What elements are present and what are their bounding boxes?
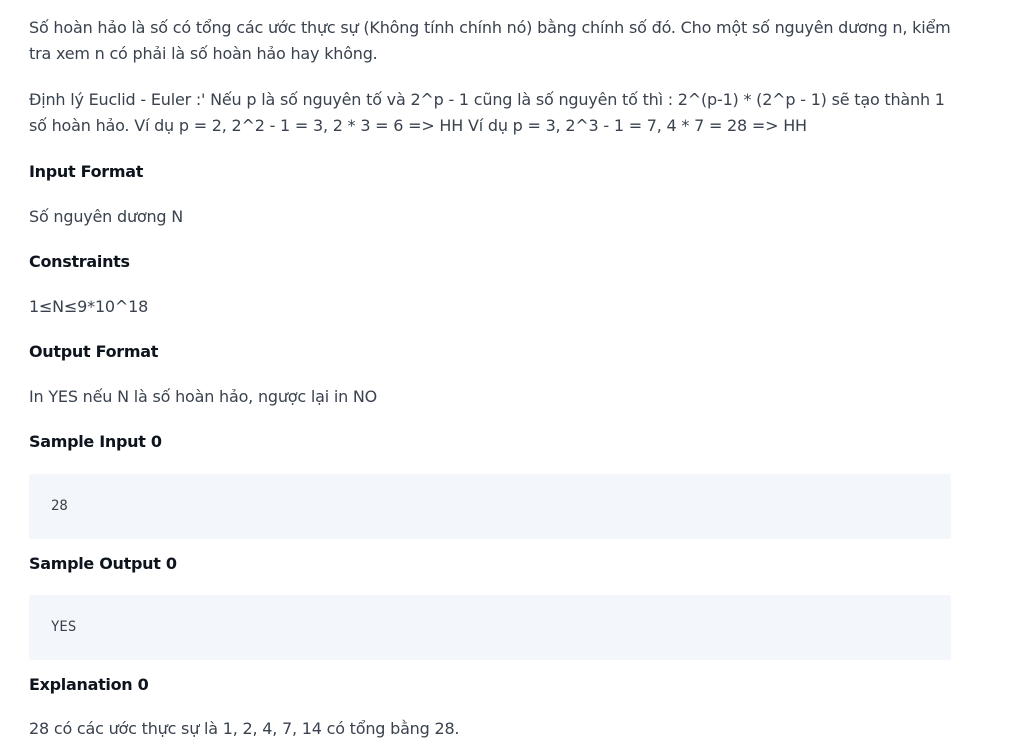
explanation-text: 28 có các ước thực sự là 1, 2, 4, 7, 14 có tổng bằng 28. xyxy=(29,719,460,738)
sample-input-heading: Sample Input 0 xyxy=(29,432,162,451)
problem-theorem: Định lý Euclid - Euler :' Nếu p là số nguyên tố và 2^p - 1 cũng là số nguyên tố thì : 2^(p-1) * (2^p - 1) sẽ tạo thành 1 số hoàn hảo. Ví dụ p = 2, 2^2 - 1 = 3, 2 * 3 = 6 => HH Ví dụ p = 3, 2^3 - 1 = 7, 4 * 7 = 28 => HH xyxy=(29,90,945,135)
output-format-text: In YES nếu N là số hoàn hảo, ngược lại in NO xyxy=(29,387,378,406)
sample-output-heading: Sample Output 0 xyxy=(29,554,177,573)
constraints-text: 1≤N≤9*10^18 xyxy=(29,297,149,316)
input-format-heading: Input Format xyxy=(29,162,144,181)
output-format-heading: Output Format xyxy=(29,342,159,361)
explanation-heading: Explanation 0 xyxy=(29,675,149,694)
sample-input-code[interactable]: 28 xyxy=(51,498,68,514)
problem-intro: Số hoàn hảo là số có tổng các ước thực sự (Không tính chính nó) bằng chính số đó. Cho một số nguyên dương n, kiểm tra xem n có phải là số hoàn hảo hay không. xyxy=(29,18,951,63)
sample-input-block[interactable] xyxy=(29,474,951,539)
sample-output-code[interactable]: YES xyxy=(51,619,77,635)
input-format-text: Số nguyên dương N xyxy=(29,207,184,226)
constraints-heading: Constraints xyxy=(29,252,130,271)
sample-output-block[interactable] xyxy=(29,595,951,660)
